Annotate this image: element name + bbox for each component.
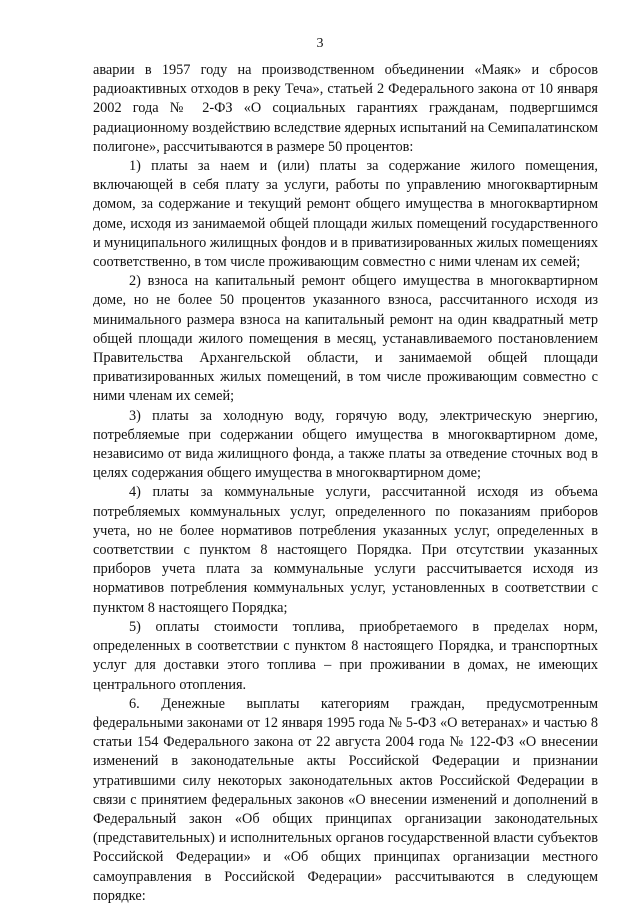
page-number: 3 xyxy=(316,36,324,51)
paragraph-item-5: 5) оплаты стоимости топлива, приобретаемого в пределах норм, определенных в соответствии с пунктом 8 настоящего Порядка, и транспортных услуг для доставки этого топлива – при проживании в домах, не имеющих центрального отопления. xyxy=(93,618,598,693)
paragraph-item-2: 2) взноса на капитальный ремонт общего имущества в многоквартирном доме, но не более 50 процентов указанного взноса, рассчитанного исходя из минимального размера взноса на капитальный ремонт на один квадратный метр общей площади жилого помещения в месяц, устанавливаемого постановлением Правительства Архангельской области, и занимаемой общей площади приватизированных жилых помещений, в том числе проживающим совместно с ними членам их семей; xyxy=(93,273,598,405)
paragraph-section-6: 6. Денежные выплаты категориям граждан, предусмотренным федеральными законами от 12 января 1995 года № 5-ФЗ «О ветеранах» и частью 8 статьи 154 Федерального закона от 22 августа 2004 года № 122-ФЗ «О внесении изменений в законодательные акты Российской Федерации и признании утратившими силу некоторых законодательных актов Российской Федерации в связи с принятием федеральных законов «О внесении изменений и дополнений в Федеральный закон «Об общих принципах организации законодательных (представительных) и исполнительных органов государственной власти субъектов Российской Федерации» и «Об общих принципах организации местного самоуправления в Российской Федерации» рассчитываются в следующем порядке: xyxy=(93,695,598,904)
paragraph-item-3: 3) платы за холодную воду, горячую воду, электрическую энергию, потребляемые при содержании общего имущества в многоквартирном доме, независимо от вида жилищного фонда, а также платы за отведение сточных вод в целях содержания общего имущества в многоквартирном доме; xyxy=(93,407,598,482)
paragraph-item-4: 4) платы за коммунальные услуги, рассчитанной исходя из объема потребляемых коммунальных услуг, определенного по показаниям приборов учета, но не более нормативов потребления указанных услуг, определенных в соответствии с пунктом 8 настоящего Порядка. При отсутствии указанных приборов учета плата за коммунальные услуги рассчитывается исходя из нормативов потребления коммунальных услуг, установленных в соответствии с пунктом 8 настоящего Порядка; xyxy=(93,484,598,616)
paragraph-continuation: аварии в 1957 году на производственном объединении «Маяк» и сбросов радиоактивных отходов в реку Теча», статьей 2 Федерального закона от 10 января 2002 года № 2-ФЗ «О социальных гарантиях гражданам, подвергшимся радиационному воздействию вследствие ядерных испытаний на Семипалатинском полигоне», рассчитываются в размере 50 процентов: xyxy=(93,62,598,155)
paragraph-item-1: 1) платы за наем и (или) платы за содержание жилого помещения, включающей в себя плату за услуги, работы по управлению многоквартирным домом, за содержание и текущий ремонт общего имущества в многоквартирном доме, исходя из занимаемой общей площади жилых помещений государственного и муниципального жилищных фондов и в приватизированных жилых помещениях соответственно, в том числе проживающим совместно с ними членам их семей; xyxy=(93,158,598,271)
document-body xyxy=(93,61,598,906)
